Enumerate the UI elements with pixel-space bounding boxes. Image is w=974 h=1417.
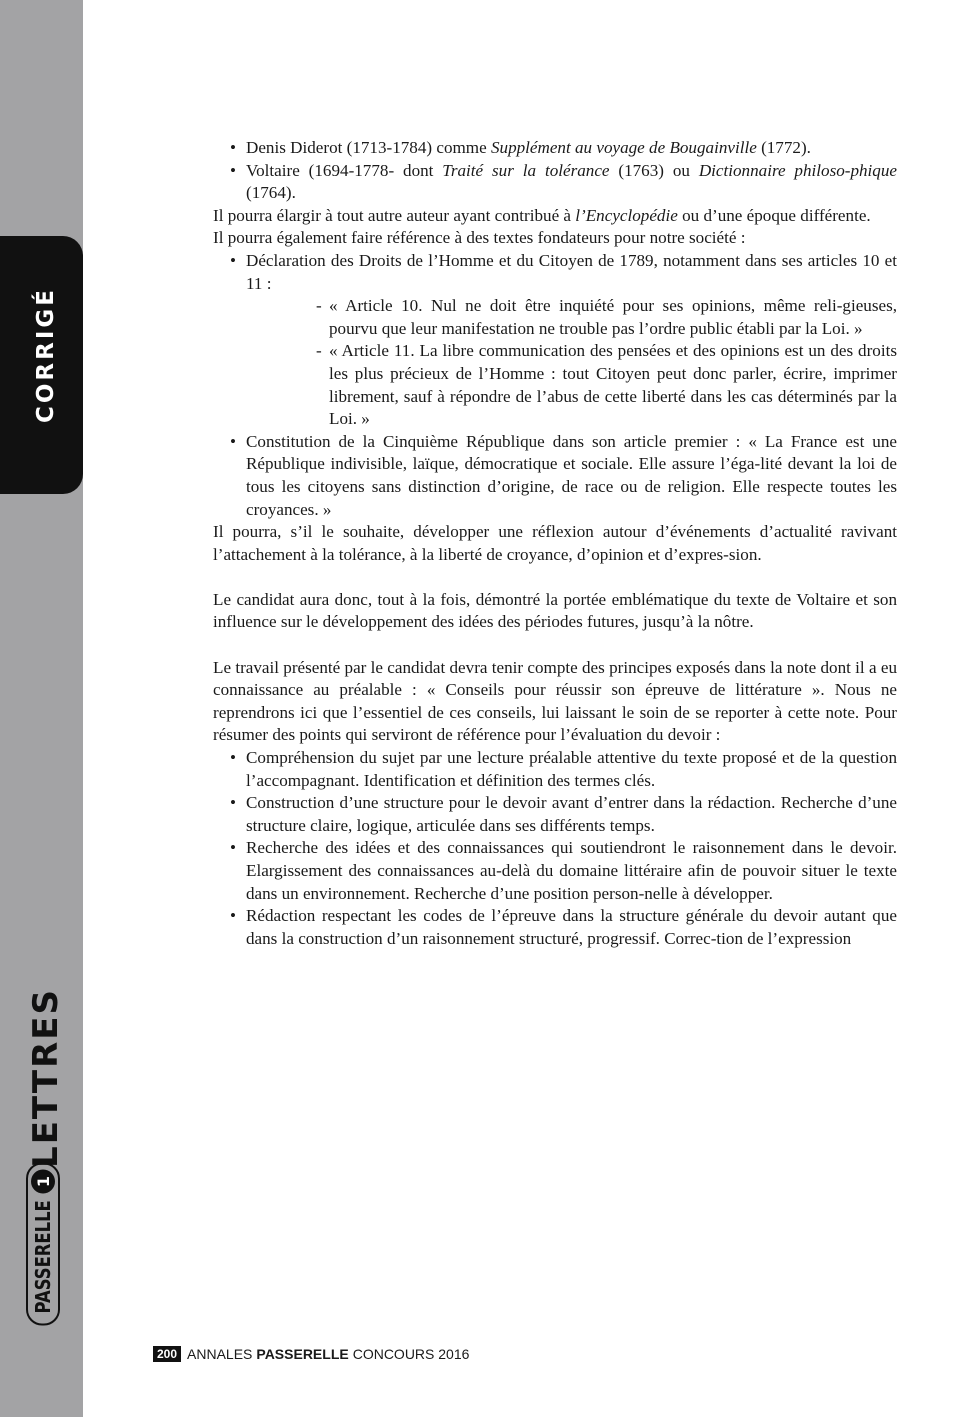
logo-frame [26,1163,60,1326]
passerelle-logo [26,1163,60,1326]
spacer [213,566,897,589]
section-label: CORRIGÉ [33,287,59,423]
article-item: - « Article 11. La libre communication des pensées et des opinions est un des droits les plus précieux de l’Homme : tout Citoyen peut donc parler, écrire, imprimer librement, sauf à répondre de l’abus de cette liberté dans les cas déterminés par la Loi. » [316,340,897,430]
authors-list [213,137,897,205]
articles-list [213,295,897,431]
subject-label: LETTRES [26,988,66,1168]
footer-word: CONCOURS 2016 [352,1346,470,1362]
paragraph-textes: Il pourra également faire référence à des textes fondateurs pour notre société : [213,228,746,248]
paragraph-conclusion: Le candidat aura donc, tout à la fois, démontré la portée emblématique du texte de Voltaire et son influence sur le développement des idées des périodes futures, jusqu’à la nôtre. [213,589,897,632]
founding-texts-list [213,250,897,295]
footer-word: ANNALES [187,1346,253,1362]
footer-brand: PASSERELLE [256,1346,349,1362]
list-item: • Constitution de la Cinquième République dans son article premier : « La France est une République indivisible, laïque, démocratique et sociale. Elle assure l’éga-lité devant la loi de tous les citoyens sans distinction d’origine, de race ou de religion. Elle respecte toutes les croyances. » [213,431,897,521]
paragraph-travail: Le travail présenté par le candidat devra tenir compte des principes exposés dans la note dont il a eu connaissance au préalable : « Conseils pour réussir son épreuve de littérature ». Nous ne reprendrons ici que l’essentiel de ces conseils, lui laissant le soin de se reporter à cette note. Pour résumer des points qui serviront de référence pour l’évaluation du devoir : [213,657,897,745]
criteria-list [213,747,897,950]
list-item: • Rédaction respectant les codes de l’épreuve dans la structure générale du devoir autant que dans la construction d’un raisonnement structuré, progressif. Correc-tion de l’expression [213,905,897,950]
list-item: • Recherche des idées et des connaissances qui soutiendront le raisonnement dans le devoir. Elargissement des connaissances au-delà du domaine littéraire afin de pouvoir situer le texte dans un environnement. Recherche d’une position person-nelle à développer. [213,837,897,905]
article-item: - « Article 10. Nul ne doit être inquiété pour ses opinions, même reli-gieuses, pourvu que leur manifestation ne trouble pas l’ordre public établi par la Loi. » [316,295,897,340]
list-item: • Voltaire (1694-1778- dont Traité sur la tolérance (1763) ou Dictionnaire philoso-phique (1764). [213,160,897,205]
paragraph-encyclopedie: Il pourra élargir à tout autre auteur ayant contribué à l’Encyclopédie ou d’une époque différente. [213,205,871,225]
logo-word: PASSERELLE [31,1200,55,1314]
document-body [213,137,897,950]
list-item: • Construction d’une structure pour le devoir avant d’entrer dans la rédaction. Recherche d’une structure claire, logique, articulée dans ses différents temps. [213,792,897,837]
constitution-list [213,431,897,521]
logo-number: 1 [31,1170,55,1194]
page-footer [153,1346,469,1362]
paragraph-actualite: Il pourra, s’il le souhaite, développer une réflexion autour d’événements d’actualité ravivant l’attachement à la tolérance, à la liberté de croyance, d’opinion et d’expres-sion. [213,522,897,564]
spacer [213,634,897,657]
list-item: • Déclaration des Droits de l’Homme et du Citoyen de 1789, notamment dans ses articles 10 et 11 : [213,250,897,295]
list-item: • Compréhension du sujet par une lecture préalable attentive du texte proposé et de la question l’accompagnant. Identification et définition des termes clés. [213,747,897,792]
page-number: 200 [153,1346,181,1362]
list-item: • Denis Diderot (1713-1784) comme Supplément au voyage de Bougainville (1772). [213,137,897,160]
left-sidebar [0,0,83,1417]
